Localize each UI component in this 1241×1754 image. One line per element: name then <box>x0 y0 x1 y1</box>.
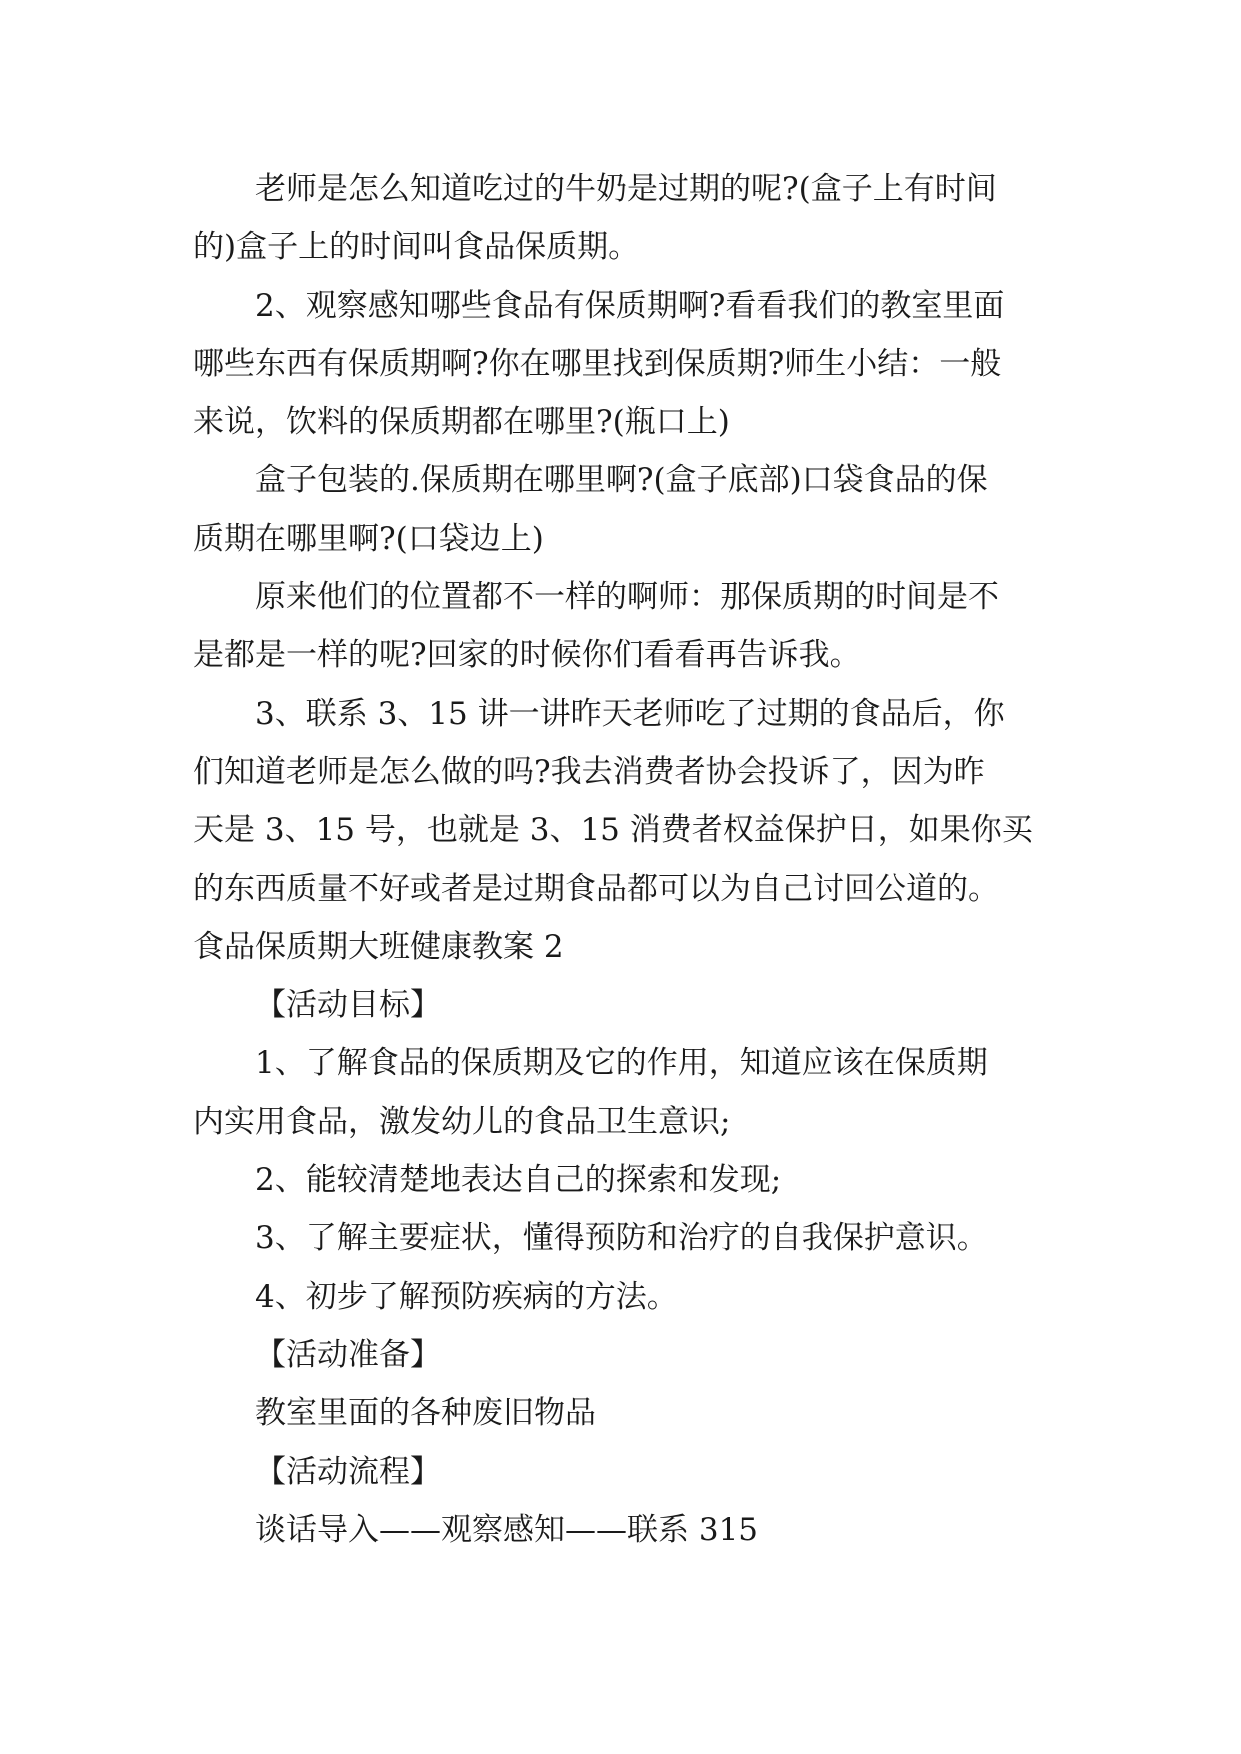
text-line: 谈话导入——观察感知——联系 315 <box>255 1511 759 1548</box>
text-line: 教室里面的各种废旧物品 <box>255 1395 596 1432</box>
text-line: 的)盒子上的时间叫食品保质期。 <box>193 229 640 266</box>
text-line: 的东西质量不好或者是过期食品都可以为自己讨回公道的。 <box>193 870 999 907</box>
text-line: 老师是怎么知道吃过的牛奶是过期的呢?(盒子上有时间 <box>255 171 997 207</box>
subheading-activity-preparation: 【活动准备】 <box>255 1336 441 1373</box>
document-body <box>193 160 1053 1559</box>
text-line: 们知道老师是怎么做的吗?我去消费者协会投诉了，因为昨 <box>193 753 985 790</box>
text-line: 3、了解主要症状，懂得预防和治疗的自我保护意识。 <box>255 1220 988 1257</box>
subheading-activity-process: 【活动流程】 <box>255 1453 441 1490</box>
text-line: 2、能较清楚地表达自己的探索和发现; <box>255 1162 782 1199</box>
text-line: 质期在哪里啊?(口袋边上) <box>193 520 544 557</box>
text-line: 盒子包装的.保质期在哪里啊?(盒子底部)口袋食品的保 <box>255 462 988 499</box>
section-heading: 食品保质期大班健康教案 2 <box>193 928 564 965</box>
text-line: 原来他们的位置都不一样的啊师：那保质期的时间是不 <box>255 579 999 616</box>
text-line: 来说，饮料的保质期都在哪里?(瓶口上) <box>193 404 730 441</box>
subheading-activity-goals: 【活动目标】 <box>255 987 441 1024</box>
text-line: 3、联系 3、15 讲一讲昨天老师吃了过期的食品后，你 <box>255 695 1005 732</box>
text-line: 天是 3、15 号，也就是 3、15 消费者权益保护日，如果你买 <box>193 812 1033 849</box>
text-line: 哪些东西有保质期啊?你在哪里找到保质期?师生小结：一般 <box>193 345 1002 382</box>
text-line: 1、了解食品的保质期及它的作用，知道应该在保质期 <box>255 1045 988 1082</box>
text-line: 2、观察感知哪些食品有保质期啊?看看我们的教室里面 <box>255 287 1005 324</box>
text-line: 内实用食品，激发幼儿的食品卫生意识; <box>193 1103 731 1140</box>
text-line: 是都是一样的呢?回家的时候你们看看再告诉我。 <box>193 637 861 674</box>
text-line: 4、初步了解预防疾病的方法。 <box>255 1278 678 1315</box>
